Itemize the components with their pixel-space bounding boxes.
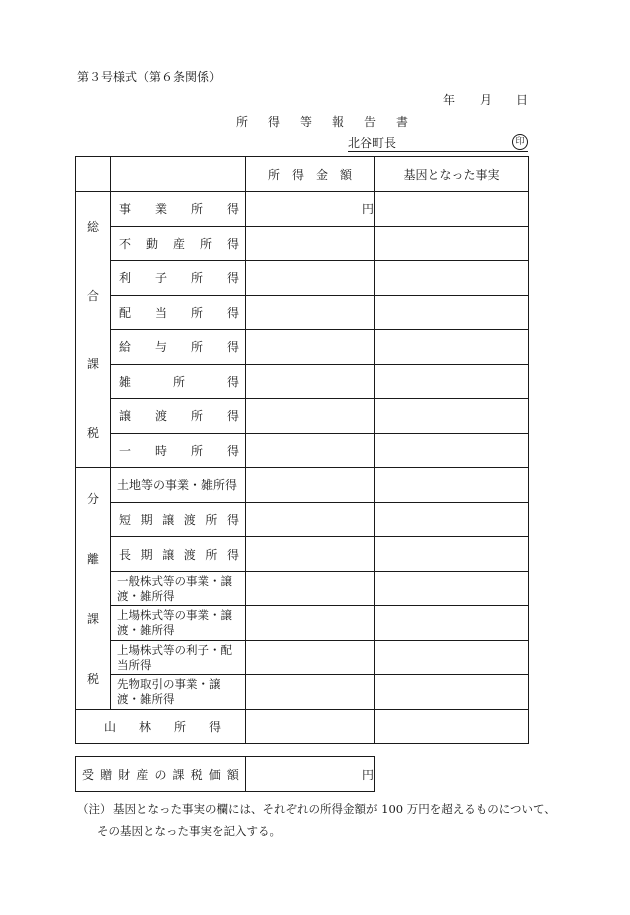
income-type-char: 当 [154, 305, 167, 320]
table-row [76, 709, 529, 743]
table-row [76, 261, 529, 296]
gift-label-char: 価 [208, 767, 221, 782]
income-table-body [76, 157, 529, 744]
income-type-char: 給 [119, 340, 132, 355]
income-type-char: 雑 [119, 374, 132, 389]
income-type-char: 譲 [162, 547, 175, 562]
basis-fact-field[interactable] [375, 606, 529, 641]
gift-tax-table [75, 756, 375, 792]
income-type-label [111, 502, 246, 537]
table-row [76, 502, 529, 537]
income-type-char: 得 [226, 409, 239, 424]
table-row [76, 675, 529, 710]
footnote-label: （注） [77, 802, 112, 816]
income-type-char: 短 [119, 512, 132, 527]
title-char: 得 [268, 115, 281, 129]
income-type-char: 所 [190, 443, 203, 458]
gift-label-char: 課 [172, 767, 185, 782]
income-type-label [111, 571, 246, 606]
income-type-label [111, 399, 246, 434]
income-type-char: 所 [205, 547, 218, 562]
income-type-char: 得 [226, 374, 239, 389]
income-type-char: 譲 [119, 409, 132, 424]
basis-fact-field[interactable] [375, 399, 529, 434]
basis-fact-field[interactable] [375, 537, 529, 572]
basis-fact-field[interactable] [375, 640, 529, 675]
gift-label-char: 受 [82, 767, 95, 782]
basis-fact-field[interactable] [375, 571, 529, 606]
income-amount-field[interactable] [246, 502, 375, 537]
income-amount-field[interactable] [246, 537, 375, 572]
income-type-char: 長 [119, 547, 132, 562]
income-type-char: 所 [172, 374, 185, 389]
income-type-char: 得 [226, 340, 239, 355]
income-amount-field[interactable] [246, 640, 375, 675]
footnote-line1: 基因となった事実の欄には、それぞれの所得金額が 100 万円を超えるものについて、 [113, 802, 556, 816]
addressee-name: 北谷町長 [348, 136, 397, 150]
sanrin-income-char: 山 [104, 719, 117, 734]
income-amount-field[interactable] [246, 399, 375, 434]
income-type-char: 期 [140, 547, 153, 562]
date-month-label: 月 [480, 93, 493, 107]
income-type-label [111, 226, 246, 261]
income-amount-field[interactable] [246, 364, 375, 399]
income-report-table [75, 156, 529, 744]
income-type-label [111, 433, 246, 468]
gift-tax-amount-field[interactable] [246, 757, 375, 792]
income-type-char: 渡 [154, 409, 167, 424]
income-type-char: 所 [190, 202, 203, 217]
income-type [111, 304, 245, 321]
income-type-char: 得 [226, 443, 239, 458]
yen-unit: 円 [361, 767, 374, 782]
date-day-label: 日 [516, 93, 529, 107]
income-type-label [111, 295, 246, 330]
income-type-char: 得 [226, 512, 239, 527]
income-type-char: 所 [190, 271, 203, 286]
table-row [76, 330, 529, 365]
income-amount-field[interactable] [246, 606, 375, 641]
bunri-kazei-label [76, 468, 111, 710]
table-header-row [76, 157, 529, 192]
income-type-char: 得 [226, 202, 239, 217]
income-type-label [111, 192, 246, 227]
income-type-label [111, 675, 246, 710]
income-type: 土地等の事業・雑所得 [117, 478, 238, 493]
income-type-char: 子 [154, 271, 167, 286]
basis-fact-field[interactable] [375, 433, 529, 468]
sogo-kazei-label [76, 192, 111, 468]
income-type-char: 得 [226, 271, 239, 286]
basis-fact-field[interactable] [375, 502, 529, 537]
bunri-kazei-label-char: 分 [86, 491, 99, 506]
sogo-kazei-label-chars [76, 192, 110, 467]
table-row [76, 468, 529, 503]
sanrin-income [76, 718, 245, 735]
sanrin-income-label [76, 709, 246, 743]
title-char: 所 [236, 115, 249, 129]
income-type-char: 利 [119, 271, 132, 286]
sogo-kazei-label-char: 税 [86, 426, 99, 441]
gift-label-char: 税 [190, 767, 203, 782]
basis-fact-field[interactable] [375, 675, 529, 710]
income-type-label [111, 330, 246, 365]
income-type-label [111, 468, 246, 503]
sogo-kazei-label-char: 合 [86, 288, 99, 303]
bunri-kazei-label-char: 離 [86, 551, 99, 566]
income-type-char: 事 [119, 202, 132, 217]
income-type-char: 渡 [183, 512, 196, 527]
addressee-line [348, 134, 528, 152]
gift-tax-label [76, 757, 246, 792]
income-type-char: 時 [154, 443, 167, 458]
income-type [111, 338, 245, 355]
income-type-char: 所 [190, 340, 203, 355]
table-row [76, 399, 529, 434]
sanrin-income-char: 林 [138, 719, 151, 734]
income-type-char: 配 [119, 305, 132, 320]
income-amount-field[interactable] [246, 261, 375, 296]
income-type: 一般株式等の事業・譲渡・雑所得 [117, 573, 232, 603]
basis-fact-field[interactable] [375, 330, 529, 365]
table-row [76, 537, 529, 572]
income-type-char: 渡 [183, 547, 196, 562]
income-type [111, 511, 245, 528]
sanrin-income-char: 所 [173, 719, 186, 734]
income-type-label [111, 364, 246, 399]
sogo-kazei-label-char: 総 [86, 219, 99, 234]
bunri-kazei-label-chars [76, 468, 110, 709]
income-type: 上場株式等の利子・配当所得 [117, 642, 232, 672]
title-char: 告 [364, 115, 377, 129]
income-type [111, 373, 245, 390]
income-type [111, 442, 245, 459]
seal-mark: 印 [512, 134, 528, 150]
income-type [111, 235, 245, 252]
form-number: 第３号様式（第６条関係） [77, 70, 222, 84]
header-basis-fact: 基因となった事実 [375, 157, 529, 192]
header-income-amount: 所 得 金 額 [246, 157, 375, 192]
title-char: 書 [396, 115, 409, 129]
income-amount-field[interactable] [246, 330, 375, 365]
income-type-char: 不 [119, 236, 132, 251]
income-amount-field[interactable] [246, 192, 375, 227]
basis-fact-field[interactable] [375, 226, 529, 261]
income-type-char: 産 [172, 236, 185, 251]
basis-fact-field[interactable] [375, 295, 529, 330]
gift-label-char: 額 [226, 767, 239, 782]
income-type-char: 与 [154, 340, 167, 355]
income-type-char: 動 [145, 236, 158, 251]
yen-unit: 円 [361, 202, 374, 217]
income-amount-field[interactable] [246, 226, 375, 261]
basis-fact-field[interactable] [375, 261, 529, 296]
basis-fact-field[interactable] [375, 192, 529, 227]
table-row [76, 192, 529, 227]
income-amount-field[interactable] [246, 295, 375, 330]
income-type-char: 得 [226, 236, 239, 251]
income-type-char: 所 [199, 236, 212, 251]
income-amount-field[interactable] [246, 675, 375, 710]
income-amount-field[interactable] [246, 571, 375, 606]
bunri-kazei-label-char: 税 [86, 672, 99, 687]
income-type [111, 269, 245, 286]
income-type-char: 所 [205, 512, 218, 527]
header-blank-cell [111, 157, 246, 192]
income-type: 上場株式等の事業・譲渡・雑所得 [117, 608, 232, 638]
income-type-label [111, 640, 246, 675]
sanrin-income-char: 得 [208, 719, 221, 734]
table-row [76, 226, 529, 261]
footnote [77, 798, 557, 842]
income-amount-field[interactable] [246, 433, 375, 468]
bunri-kazei-label-char: 課 [86, 612, 99, 627]
income-amount-field[interactable] [246, 709, 375, 743]
income-type-char: 一 [119, 443, 132, 458]
income-type-label [111, 606, 246, 641]
table-row [76, 640, 529, 675]
title-char: 等 [300, 115, 313, 129]
basis-fact-field[interactable] [375, 709, 529, 743]
footnote-line2: その基因となった事実を記入する。 [97, 824, 281, 838]
income-type-label [111, 537, 246, 572]
gift-label-char: 贈 [100, 767, 113, 782]
gift-label-char: の [154, 767, 167, 782]
table-row [76, 295, 529, 330]
income-type: 先物取引の事業・譲渡・雑所得 [117, 677, 221, 707]
income-amount-field[interactable] [246, 468, 375, 503]
header-blank-cell [76, 157, 111, 192]
title-char: 報 [332, 115, 345, 129]
date-year-label: 年 [443, 93, 456, 107]
income-type-char: 所 [190, 305, 203, 320]
basis-fact-field[interactable] [375, 468, 529, 503]
basis-fact-field[interactable] [375, 364, 529, 399]
table-row [76, 364, 529, 399]
income-type-label [111, 261, 246, 296]
gift-label-char: 財 [118, 767, 131, 782]
income-type [111, 407, 245, 424]
income-type-char: 得 [226, 547, 239, 562]
sogo-kazei-label-char: 課 [86, 357, 99, 372]
gift-label-char: 産 [136, 767, 149, 782]
table-row [76, 606, 529, 641]
income-type [111, 546, 245, 563]
income-type-char: 得 [226, 305, 239, 320]
table-row [76, 571, 529, 606]
income-type-char: 所 [190, 409, 203, 424]
income-type [111, 200, 245, 217]
income-type-char: 期 [140, 512, 153, 527]
income-type-char: 譲 [162, 512, 175, 527]
income-type-char: 業 [154, 202, 167, 217]
document-title [236, 113, 428, 130]
table-row [76, 433, 529, 468]
